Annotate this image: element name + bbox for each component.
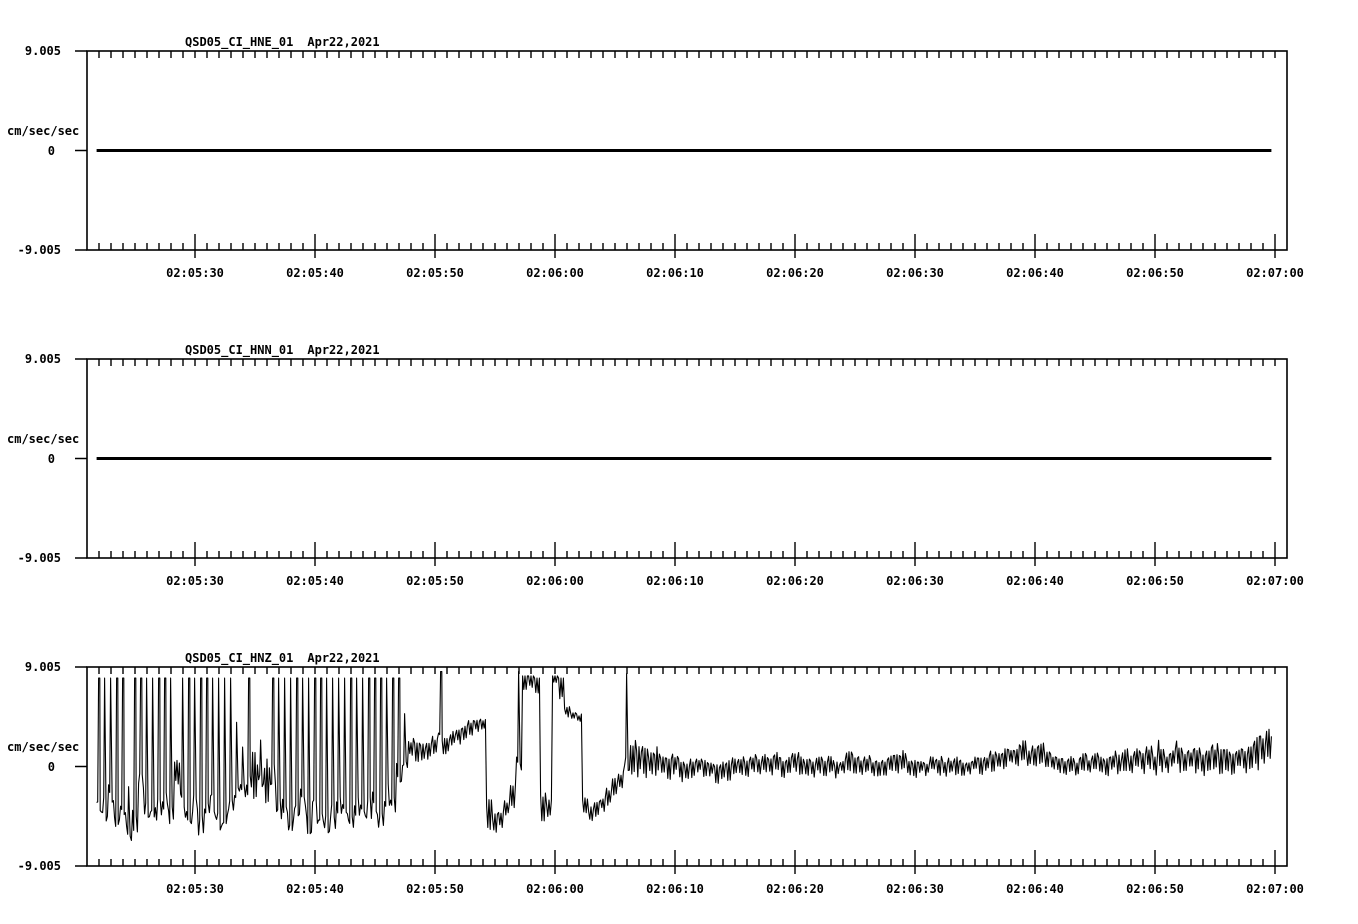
x-tick-label: 02:06:40 [1006, 574, 1064, 588]
y-min-label: -9.005 [17, 551, 61, 565]
x-tick-label: 02:05:50 [406, 574, 464, 588]
y-min-label: -9.005 [17, 859, 61, 873]
x-tick-label: 02:06:20 [766, 574, 824, 588]
axis-ticks [75, 51, 1275, 258]
x-tick-label: 02:06:50 [1126, 574, 1184, 588]
x-tick-label: 02:06:30 [886, 574, 944, 588]
x-tick-label: 02:05:30 [166, 266, 224, 280]
date-label: Apr22,2021 [307, 651, 380, 665]
date-label: Apr22,2021 [307, 343, 380, 357]
trace-waveform [97, 672, 1272, 841]
x-tick-label: 02:05:50 [406, 882, 464, 896]
y-max-label: 9.005 [24, 352, 61, 366]
y-zero-label: 0 [47, 760, 55, 774]
station-channel-label: QSD05_CI_HNE_01 [185, 35, 294, 49]
panel-hnn [0, 308, 1358, 616]
x-tick-label: 02:06:20 [766, 266, 824, 280]
x-tick-label: 02:06:50 [1126, 266, 1184, 280]
y-zero-label: 0 [47, 452, 55, 466]
y-zero-label: 0 [47, 144, 55, 158]
x-tick-label: 02:06:40 [1006, 882, 1064, 896]
x-tick-label: 02:07:00 [1246, 882, 1304, 896]
station-channel-label: QSD05_CI_HNN_01 [185, 343, 294, 357]
x-tick-label: 02:06:10 [646, 266, 704, 280]
x-tick-label: 02:06:00 [526, 266, 584, 280]
x-tick-label: 02:05:50 [406, 266, 464, 280]
x-tick-label: 02:06:40 [1006, 266, 1064, 280]
x-tick-label: 02:05:30 [166, 882, 224, 896]
panel-hnz [0, 616, 1358, 924]
panel-title-hne [185, 35, 380, 49]
x-tick-label: 02:06:00 [526, 574, 584, 588]
panel-title-hnn [185, 343, 380, 357]
x-tick-label: 02:05:30 [166, 574, 224, 588]
panel-title-hnz [185, 651, 380, 665]
x-tick-label: 02:06:30 [886, 266, 944, 280]
axis-ticks [75, 359, 1275, 566]
x-tick-label: 02:05:40 [286, 574, 344, 588]
panel-hne [0, 0, 1358, 308]
y-axis-units: cm/sec/sec [7, 124, 80, 138]
x-tick-label: 02:05:40 [286, 882, 344, 896]
y-min-label: -9.005 [17, 243, 61, 257]
x-tick-label: 02:07:00 [1246, 574, 1304, 588]
y-max-label: 9.005 [24, 660, 61, 674]
x-tick-label: 02:06:10 [646, 574, 704, 588]
station-channel-label: QSD05_CI_HNZ_01 [185, 651, 294, 665]
y-max-label: 9.005 [24, 44, 61, 58]
x-tick-label: 02:06:20 [766, 882, 824, 896]
date-label: Apr22,2021 [307, 35, 380, 49]
x-tick-label: 02:06:50 [1126, 882, 1184, 896]
x-tick-label: 02:07:00 [1246, 266, 1304, 280]
y-axis-units: cm/sec/sec [7, 740, 80, 754]
x-tick-label: 02:06:10 [646, 882, 704, 896]
x-tick-label: 02:06:30 [886, 882, 944, 896]
y-axis-units: cm/sec/sec [7, 432, 80, 446]
x-tick-label: 02:05:40 [286, 266, 344, 280]
x-tick-label: 02:06:00 [526, 882, 584, 896]
